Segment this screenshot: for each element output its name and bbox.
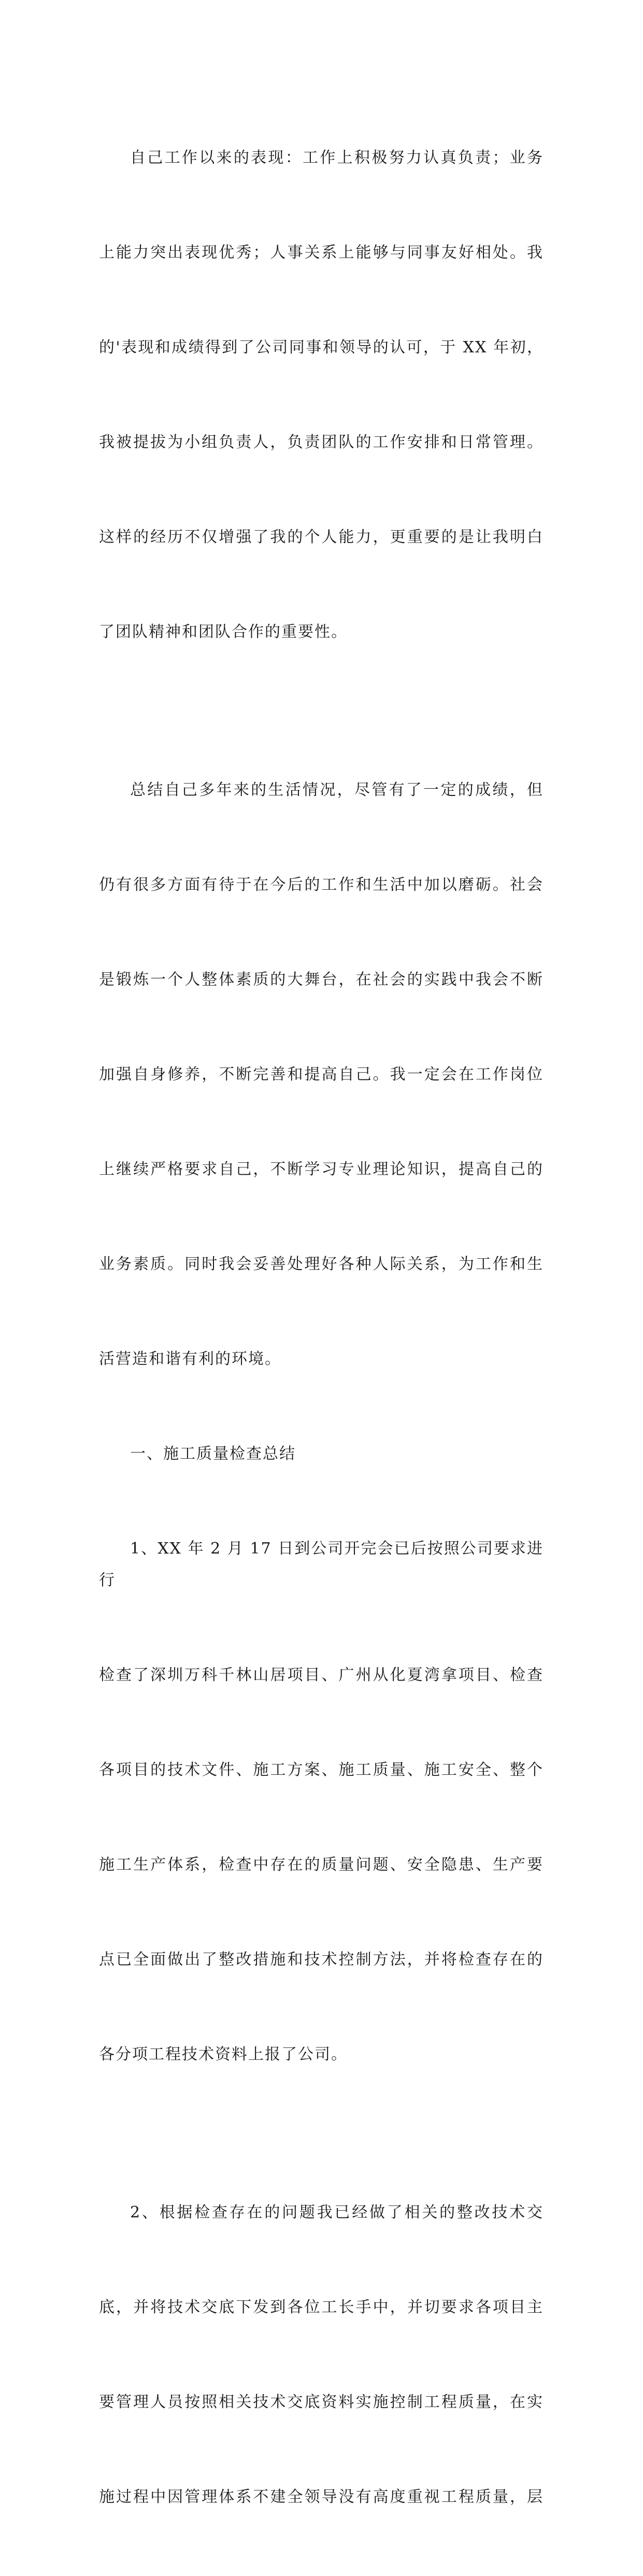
paragraph-life-summary [99,711,544,1438]
text-line: 是锻炼一个人整体素质的大舞台，在社会的实践中我会不断 [99,971,544,989]
text-line: 各项目的技术文件、施工方案、施工质量、施工安全、整个 [99,1761,544,1779]
text-line: 活营造和谐有利的环境。 [99,1350,281,1368]
text-line: 底，并将技术交底下发到各位工长手中，并切要求各项目主 [99,2298,544,2316]
text-line: 的'表现和成绩得到了公司同事和领导的认可，于 XX 年初， [99,338,544,357]
text-line: 1、XX 年 2 月 17 日到公司开完会已后按照公司要求进行 [99,1540,544,1589]
text-line: 自己工作以来的表现：工作上积极努力认真负责；业务 [130,149,544,167]
text-line: 我被提拔为小组负责人，负责团队的工作安排和日常管理。 [99,433,544,451]
text-line: 要管理人员按照相关技术交底资料实施控制工程质量，在实 [99,2393,544,2411]
text-line: 施工生产体系，检查中存在的质量问题、安全隐患、生产要 [99,1856,544,1874]
document-body [99,79,544,2576]
text-line: 点已全面做出了整改措施和技术控制方法，并将检查存在的 [99,1951,544,1969]
text-line: 这样的经历不仅增强了我的个人能力，更重要的是让我明白 [99,528,544,546]
paragraph-inspection-item-2 [99,2133,544,2576]
text-line: 仍有很多方面有待于在今后的工作和生活中加以磨砺。社会 [99,876,544,894]
text-line: 加强自身修养，不断完善和提高自己。我一定会在工作岗位 [99,1065,544,1084]
section-heading: 一、施工质量检查总结 [130,1445,296,1463]
paragraph-inspection-item-1 [99,1470,544,2133]
text-line: 检查了深圳万科千林山居项目、广州从化夏湾拿项目、检查 [99,1666,544,1684]
text-line: 了团队精神和团队合作的重要性。 [99,623,348,641]
text-line: 业务素质。同时我会妥善处理好各种人际关系，为工作和生 [99,1255,544,1273]
text-line: 施过程中因管理体系不建全领导没有高度重视工程质量，层 [99,2488,544,2506]
text-line: 各分项工程技术资料上报了公司。 [99,2045,348,2063]
text-line: 上继续严格要求自己，不断学习专业理论知识，提高自己的 [99,1160,544,1178]
text-line: 上能力突出表现优秀；人事关系上能够与同事友好相处。我 [99,244,544,262]
paragraph-work-performance [99,79,544,711]
text-line: 2、根据检查存在的问题我已经做了相关的整改技术交 [130,2203,544,2222]
text-line: 总结自己多年来的生活情况，尽管有了一定的成绩，但 [130,781,544,799]
